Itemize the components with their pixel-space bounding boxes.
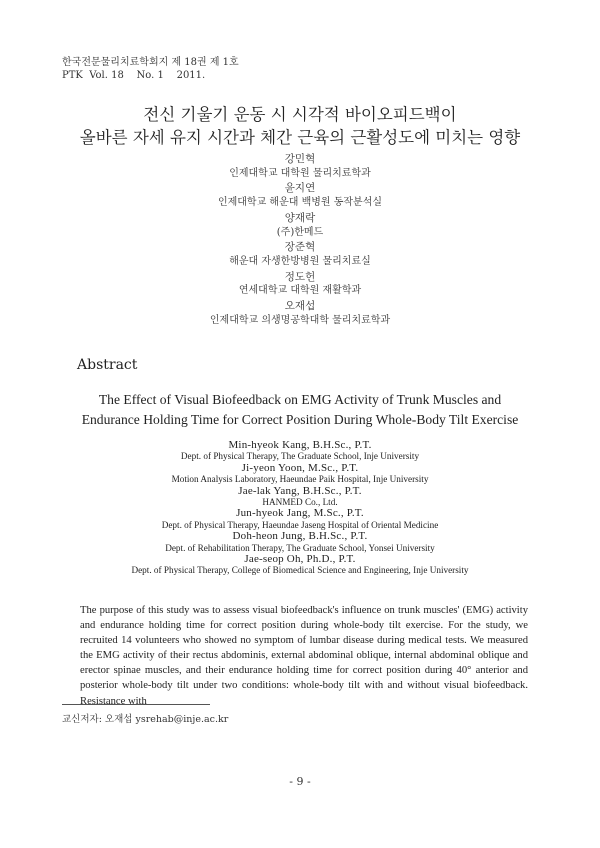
- english-author-affiliation: Motion Analysis Laboratory, Haeundae Paik Hospital, Inje University: [171, 474, 429, 485]
- korean-title: [0, 103, 600, 149]
- english-author-affiliation: Dept. of Physical Therapy, Haeundae Jaseng Hospital of Oriental Medicine: [161, 519, 439, 530]
- korean-author-affiliation: 인제대학교 해운대 백병원 동작분석실: [217, 197, 383, 209]
- page-number: - 9 -: [289, 775, 311, 788]
- korean-author-name: 윤지연: [284, 182, 316, 195]
- korean-author-name: 장준혁: [284, 241, 316, 254]
- korean-author-list: [0, 152, 600, 328]
- english-author-affiliation: HANMED Co., Ltd.: [262, 497, 338, 508]
- english-author-name: Doh-heon Jung, B.H.Sc., P.T.: [232, 530, 368, 543]
- korean-author-name: 오재섭: [284, 300, 316, 313]
- english-author-name: Jun-hyeok Jang, M.Sc., P.T.: [236, 507, 364, 520]
- abstract-body: The purpose of this study was to assess visual biofeedback's influence on trunk muscles' (EMG) activity and endurance holding time for correct position during whole-body tilt exercise. For the study, we recruited 14 volunteers who showed no symptom of lumbar disease during medical tests. We measured the EMG activity of their rectus abdominis, external abdominal oblique, internal abdominal oblique and erector spinae muscles, and their endurance holding time for correct position during 40° anterior and posterior whole-body tilt under two conditions: whole-body tilt with and without visual biofeedback. Resistance with: [80, 605, 528, 707]
- english-author-affiliation: Dept. of Physical Therapy, The Graduate School, Inje University: [180, 451, 420, 462]
- korean-author-affiliation: (주)한메드: [276, 226, 324, 238]
- abstract-heading: Abstract: [77, 357, 138, 373]
- korean-author-name: 강민혁: [284, 153, 316, 165]
- english-author-name: Jae-seop Oh, Ph.D., P.T.: [244, 553, 356, 566]
- english-author-name: Jae-lak Yang, B.H.Sc., P.T.: [238, 484, 362, 497]
- english-author-name: Min-hyeok Kang, B.H.Sc., P.T.: [228, 439, 372, 451]
- korean-title-line-1: 전신 기울기 운동 시 시각적 바이오피드백이: [143, 105, 457, 124]
- korean-author-affiliation: 인제대학교 대학원 물리치료학과: [229, 167, 371, 179]
- journal-volume: PTK Vol. 18 No. 1 2011.: [62, 70, 206, 81]
- journal-header: [62, 56, 239, 82]
- english-title-line-2: Endurance Holding Time for Correct Position During Whole-Body Tilt Exercise: [81, 412, 519, 427]
- korean-author-name: 양재락: [284, 211, 316, 224]
- english-author-affiliation: Dept. of Rehabilitation Therapy, The Graduate School, Yonsei University: [165, 542, 435, 553]
- english-author-list: [0, 440, 600, 577]
- corresponding-author-footnote: 교신저자: 오재섭 ysrehab@inje.ac.kr: [62, 714, 229, 725]
- journal-name: 한국전문물리치료학회지 제 18권 제 1호: [62, 57, 239, 68]
- english-author-name: Ji-yeon Yoon, M.Sc., P.T.: [241, 461, 359, 474]
- korean-author-affiliation: 연세대학교 대학원 재활학과: [238, 285, 362, 297]
- korean-author-affiliation: 인제대학교 의생명공학대학 물리치료학과: [209, 314, 391, 326]
- footnote-divider: [62, 704, 210, 705]
- english-title-line-1: The Effect of Visual Biofeedback on EMG Activity of Trunk Muscles and: [98, 392, 502, 407]
- english-author-affiliation: Dept. of Physical Therapy, College of Biomedical Science and Engineering, Inje University: [131, 565, 469, 576]
- korean-author-affiliation: 해운대 자생한방병원 물리치료실: [229, 255, 371, 267]
- english-title: [0, 390, 600, 430]
- korean-author-name: 정도헌: [284, 270, 316, 283]
- korean-title-line-2: 올바른 자세 유지 시간과 체간 근육의 근활성도에 미치는 영향: [79, 128, 521, 147]
